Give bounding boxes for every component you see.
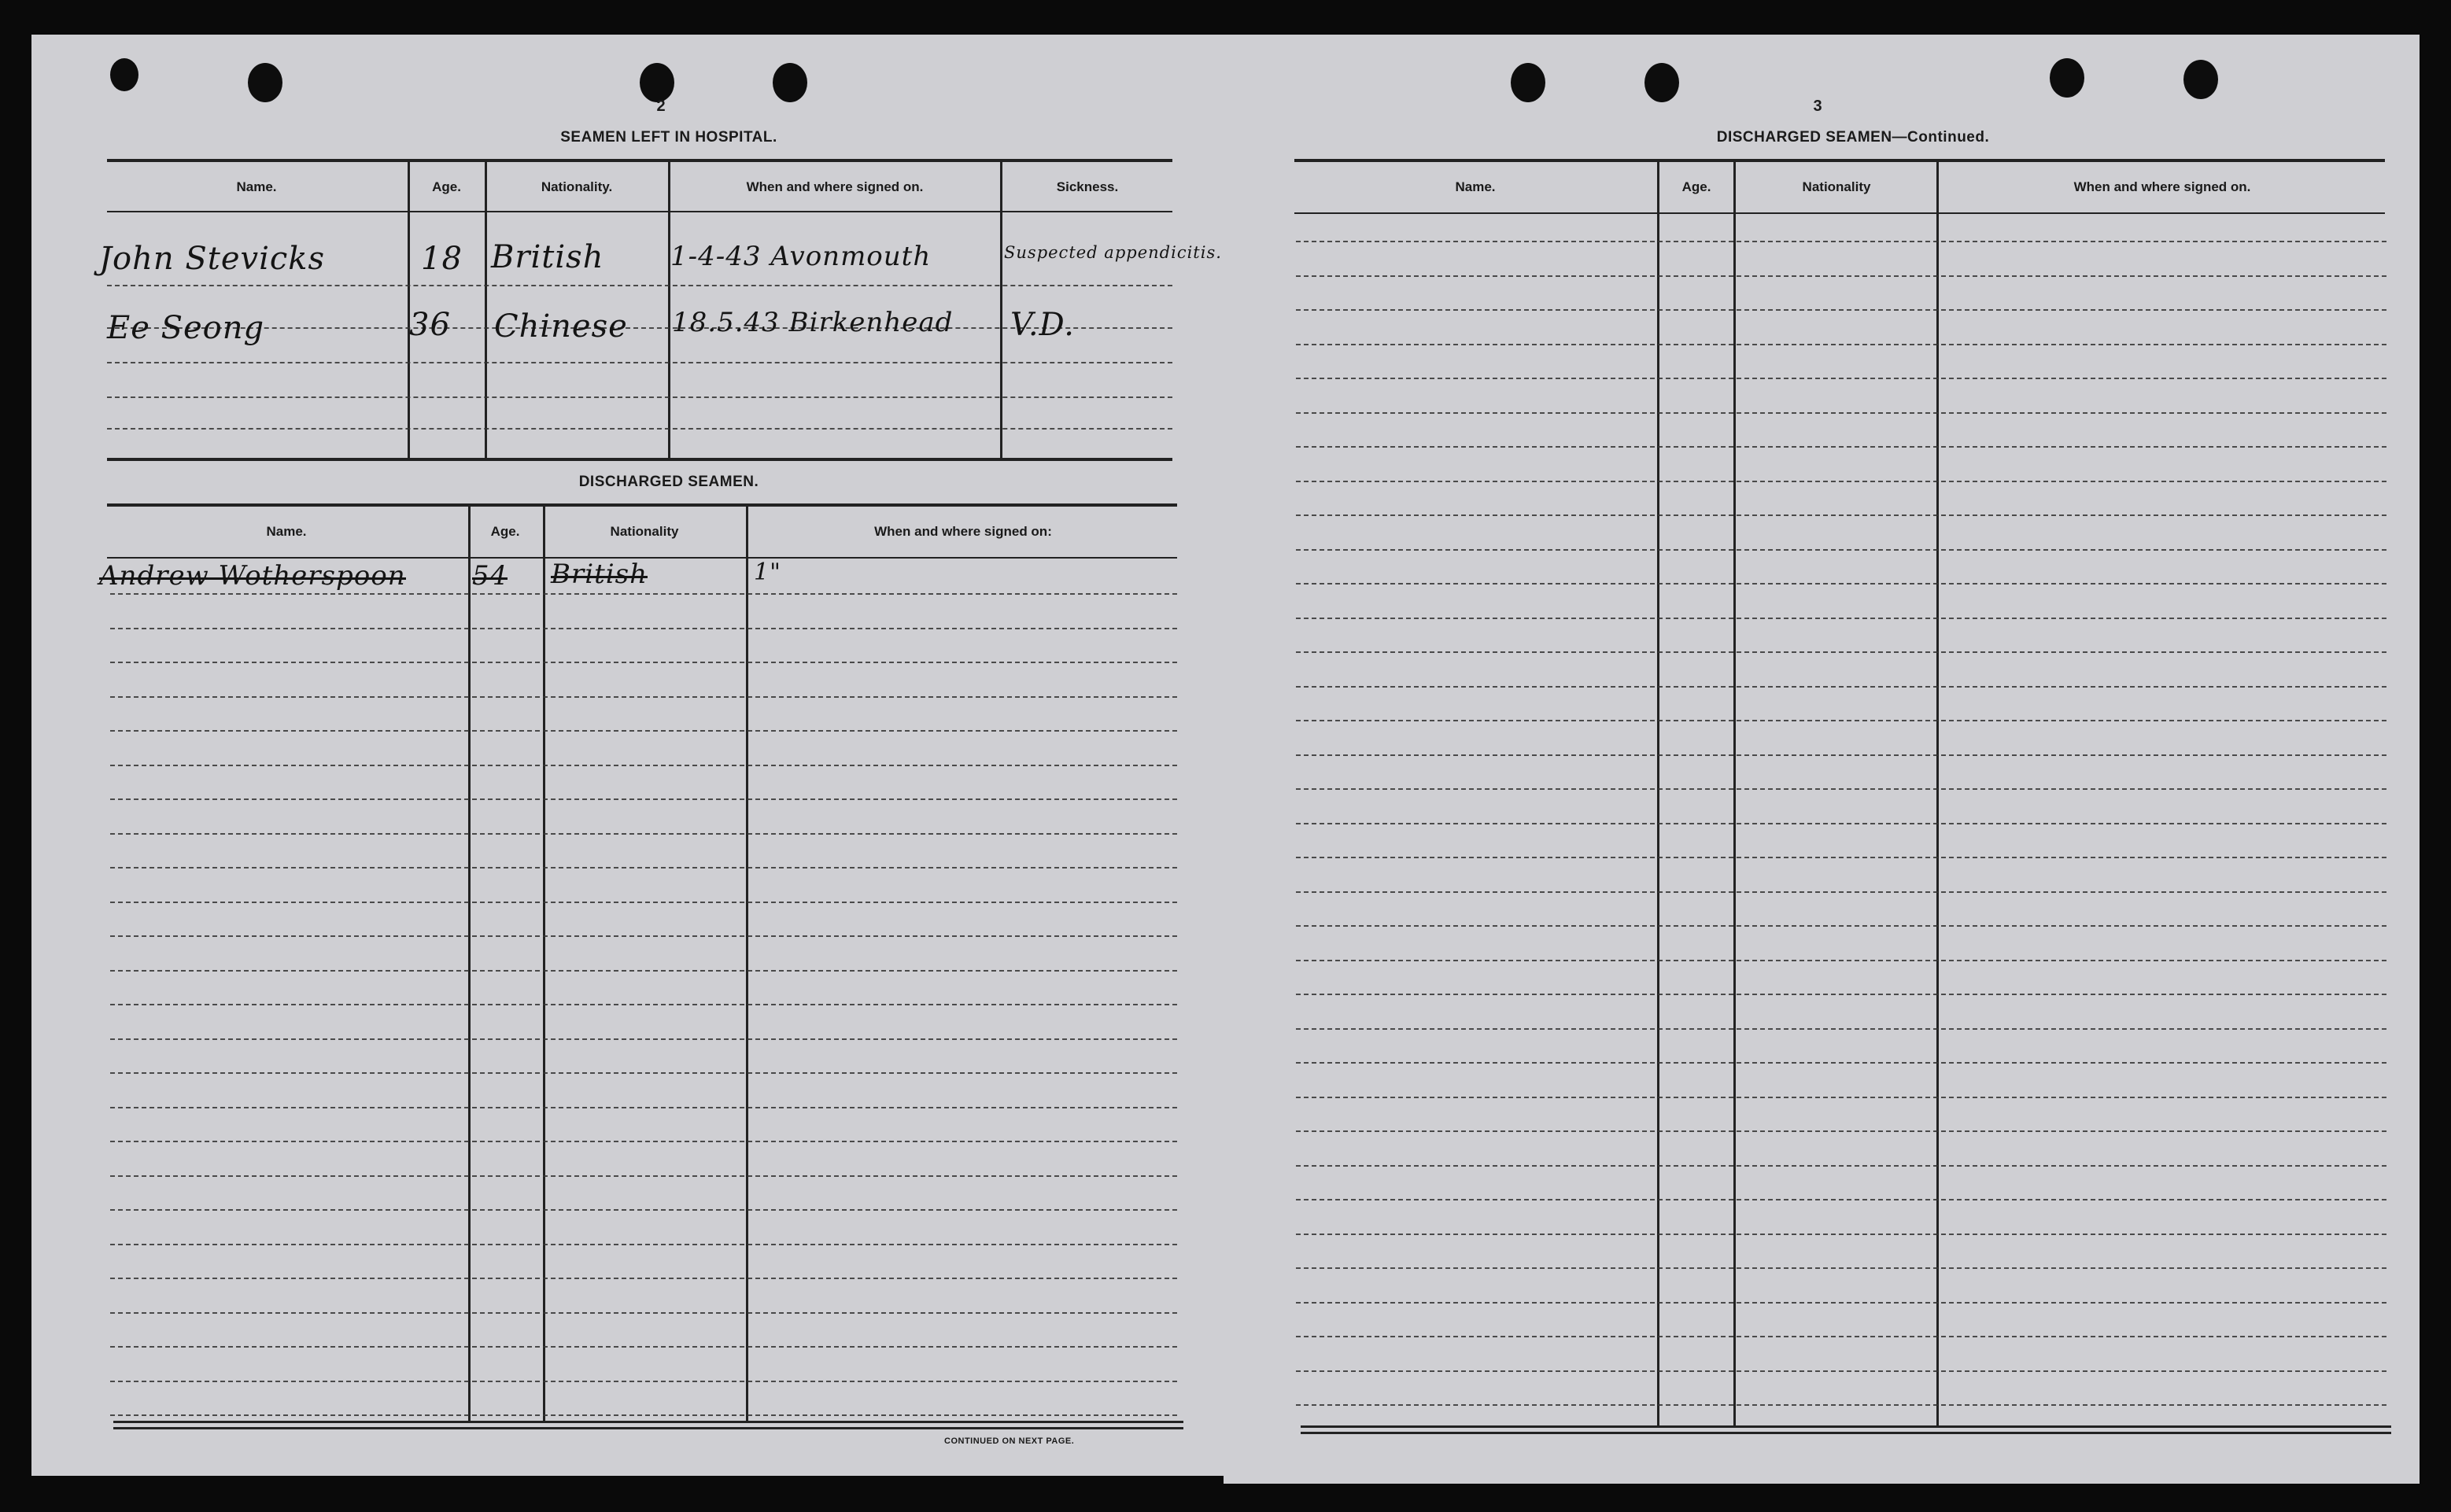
ruled-line [1296, 583, 2386, 585]
ruled-line [110, 1004, 1177, 1005]
page-number: 2 [656, 98, 666, 115]
column-divider [1000, 162, 1002, 459]
discharged-row-1-signed-on: 1" [754, 559, 781, 586]
ruled-line [110, 1414, 1177, 1416]
ruled-line [1296, 925, 2386, 927]
hospital-row-2-sickness: V.D. [1010, 307, 1075, 343]
hospital-row-1-signed-on: 1-4-43 Avonmouth [670, 241, 932, 272]
ruled-line [1296, 651, 2386, 653]
ruled-line [107, 362, 1172, 363]
column-header-name: Name. [236, 179, 277, 194]
discharged-continued-title: DISCHARGED SEAMEN—Continued. [1716, 129, 1990, 146]
punch-hole [110, 58, 138, 91]
discharged-row-1-name: Andrew Wotherspoon [99, 560, 406, 592]
ruled-line [1296, 412, 2386, 414]
ruled-line [110, 1346, 1177, 1348]
discharged-row-1-age: 54 [472, 560, 508, 592]
ruled-line [107, 428, 1172, 430]
column-header-nationality: Nationality. [541, 179, 613, 194]
hospital-row-1-sickness: Suspected appendicitis. [1004, 243, 1222, 262]
ruled-line [110, 765, 1177, 766]
table-top-rule [1294, 159, 2385, 162]
ruled-line [1296, 1028, 2386, 1030]
ruled-line [110, 1107, 1177, 1108]
ruled-line [1296, 1370, 2386, 1372]
ruled-line [1296, 1062, 2386, 1064]
ruled-line [1296, 1234, 2386, 1235]
ruled-line [110, 1175, 1177, 1177]
ruled-line [1296, 481, 2386, 482]
table-top-rule [107, 159, 1172, 162]
ruled-line [110, 1381, 1177, 1382]
hospital-row-2-age: 36 [409, 307, 451, 343]
ruled-line [110, 1244, 1177, 1245]
ruled-line [110, 1312, 1177, 1314]
ruled-line [1296, 720, 2386, 721]
page-number: 3 [1813, 98, 1822, 115]
ruled-line [107, 396, 1172, 398]
column-header-name: Name. [1455, 179, 1496, 194]
column-divider [1657, 162, 1659, 1425]
ruled-line [1296, 275, 2386, 277]
ruled-line [110, 1141, 1177, 1142]
hospital-row-1-name: John Stevicks [99, 241, 326, 277]
header-underline [107, 211, 1172, 212]
punch-hole [1644, 63, 1679, 102]
ruled-line [1296, 344, 2386, 345]
ruled-line [110, 867, 1177, 868]
table-bottom-rule [1301, 1432, 2391, 1434]
punch-hole [2183, 60, 2218, 99]
ruled-line [1296, 549, 2386, 551]
ruled-line [1296, 891, 2386, 893]
punch-hole [2050, 58, 2084, 98]
ruled-line [110, 1278, 1177, 1279]
ruled-line [1296, 1336, 2386, 1337]
ruled-line [110, 902, 1177, 903]
table-bottom-rule [113, 1421, 1183, 1423]
column-divider [468, 507, 471, 1421]
ruled-line [1296, 788, 2386, 790]
table-bottom-rule [1301, 1425, 2391, 1428]
column-divider [1936, 162, 1939, 1425]
ruled-line [110, 970, 1177, 972]
ruled-line [1296, 446, 2386, 448]
table-bottom-rule [113, 1427, 1183, 1429]
column-divider [485, 162, 487, 459]
column-header-age: Age. [432, 179, 461, 194]
left-page [31, 35, 1224, 1476]
table-top-rule [107, 503, 1177, 507]
punch-hole [1511, 63, 1545, 102]
ruled-line [1296, 994, 2386, 995]
ruled-line [110, 833, 1177, 835]
column-header-age: Age. [490, 524, 520, 539]
column-divider [746, 507, 748, 1421]
hospital-row-2-name: Ee Seong [107, 310, 265, 346]
ruled-line [110, 798, 1177, 800]
column-header-nationality: Nationality [610, 524, 679, 539]
discharged-row-1-nationality: British [551, 559, 648, 590]
column-header-signed-on: When and where signed on: [874, 524, 1052, 539]
ruled-line [110, 628, 1177, 629]
punch-hole [248, 63, 282, 102]
ruled-line [110, 593, 1177, 595]
ruled-line [1296, 1097, 2386, 1098]
hospital-row-2-signed-on: 18.5.43 Birkenhead [672, 307, 954, 338]
discharged-section-title: DISCHARGED SEAMEN. [578, 474, 759, 490]
column-divider [543, 507, 545, 1421]
hospital-row-1-age: 18 [421, 241, 463, 277]
ruled-line [1296, 754, 2386, 756]
ruled-line [107, 285, 1172, 286]
ruled-line [1296, 1165, 2386, 1167]
ruled-line [1296, 1302, 2386, 1304]
ruled-line [110, 696, 1177, 698]
hospital-section-title: SEAMEN LEFT IN HOSPITAL. [560, 129, 777, 146]
hospital-row-1-nationality: British [491, 239, 604, 275]
table-bottom-rule [107, 458, 1172, 461]
ruled-line [1296, 1199, 2386, 1200]
punch-hole [640, 63, 674, 102]
column-divider [1733, 162, 1736, 1425]
column-header-name: Name. [266, 524, 307, 539]
ruled-line [1296, 857, 2386, 858]
ruled-line [1296, 960, 2386, 961]
ruled-line [1296, 823, 2386, 824]
ruled-line [110, 935, 1177, 937]
continued-note: CONTINUED ON NEXT PAGE. [944, 1436, 1075, 1446]
ruled-line [1296, 1267, 2386, 1269]
ruled-line [110, 1038, 1177, 1040]
column-header-nationality: Nationality [1802, 179, 1871, 194]
column-header-sickness: Sickness. [1056, 179, 1119, 194]
ruled-line [1296, 378, 2386, 379]
ruled-line [110, 1072, 1177, 1074]
punch-hole [773, 63, 807, 102]
hospital-row-2-nationality: Chinese [494, 308, 628, 345]
ruled-line [1296, 309, 2386, 311]
ruled-line [1296, 241, 2386, 242]
ruled-line [1296, 1130, 2386, 1132]
column-header-signed-on: When and where signed on. [746, 179, 924, 194]
column-header-signed-on: When and where signed on. [2073, 179, 2251, 194]
header-underline [1294, 212, 2385, 214]
column-header-age: Age. [1681, 179, 1711, 194]
ruled-line [1296, 1404, 2386, 1406]
ruled-line [1296, 618, 2386, 619]
ruled-line [1296, 686, 2386, 688]
column-divider [668, 162, 670, 459]
ruled-line [110, 1209, 1177, 1211]
ruled-line [110, 730, 1177, 732]
ruled-line [110, 662, 1177, 663]
ruled-line [1296, 514, 2386, 516]
right-page [1224, 35, 2420, 1484]
